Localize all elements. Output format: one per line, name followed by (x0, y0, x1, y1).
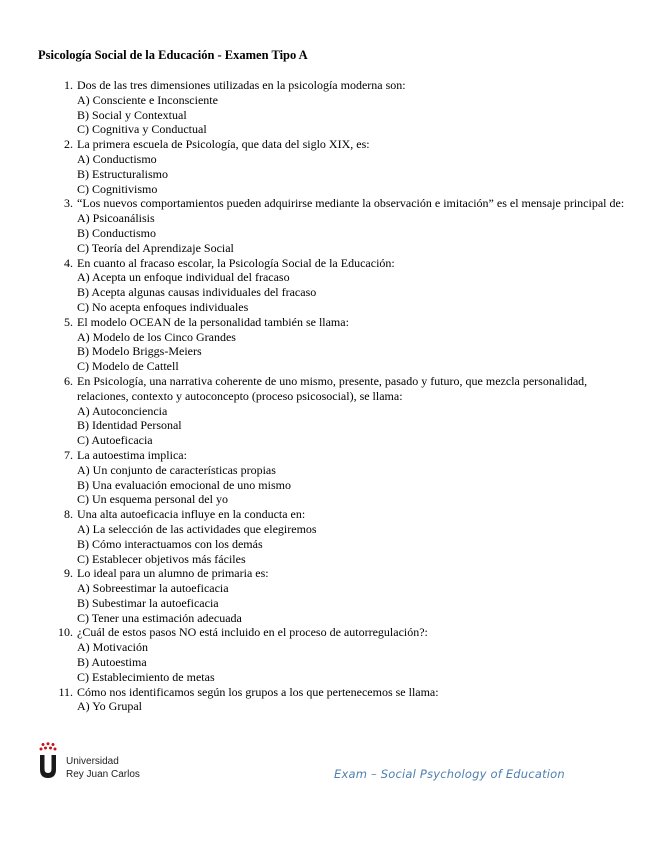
question-text: Cómo nos identificamos según los grupos a los que pertenecemos se llama: (77, 684, 439, 699)
question-item (0, 137, 655, 196)
answer-option: B) Subestimar la autoeficacia (77, 595, 219, 610)
question-text: Dos de las tres dimensiones utilizadas en la psicología moderna son: (77, 78, 406, 92)
answer-option: C) Teoría del Aprendizaje Social (77, 240, 234, 255)
question-item (0, 625, 655, 684)
answer-option: A) Autoconciencia (77, 403, 168, 418)
page-title: Psicología Social de la Educación - Examen Tipo A (38, 48, 308, 62)
answer-option: B) Acepta algunas causas individuales del fracaso (77, 285, 317, 300)
question-item (0, 374, 655, 448)
answer-option: C) Establecimiento de metas (77, 669, 215, 684)
question-item (0, 507, 655, 566)
answer-option: C) Cognitiva y Conductual (77, 122, 207, 137)
answer-option: A) Motivación (77, 640, 148, 655)
question-number: 3. (64, 196, 73, 211)
answer-option: A) Modelo de los Cinco Grandes (77, 329, 236, 344)
urjc-logo-icon (38, 742, 58, 780)
answer-option: C) Establecer objetivos más fáciles (77, 551, 246, 566)
university-logo (38, 742, 158, 782)
question-item (0, 448, 655, 507)
question-number: 6. (64, 373, 73, 388)
footer-caption: Exam – Social Psychology of Education (334, 767, 565, 781)
answer-option: C) Cognitivismo (77, 181, 158, 196)
question-item (0, 78, 655, 137)
answer-option: A) Conductismo (77, 151, 157, 166)
question-item (0, 196, 655, 255)
question-text: El modelo OCEAN de la personalidad también se llama: (77, 314, 349, 329)
answer-option: B) Estructuralismo (77, 166, 168, 181)
question-text: Lo ideal para un alumno de primaria es: (77, 566, 269, 581)
question-item (0, 566, 655, 625)
question-text: Una alta autoeficacia influye en la conducta en: (77, 507, 306, 522)
question-text: “Los nuevos comportamientos pueden adquirirse mediante la observación e imitación” es el mensaje principal de: (77, 196, 625, 211)
answer-option: B) Modelo Briggs-Meiers (77, 344, 202, 359)
answer-option: B) Conductismo (77, 225, 157, 240)
question-item (0, 685, 655, 715)
answer-option: A) Un conjunto de características propias (77, 462, 276, 477)
question-text: En cuanto al fracaso escolar, la Psicología Social de la Educación: (77, 255, 395, 270)
question-number: 1. (64, 78, 73, 92)
answer-option: B) Cómo interactuamos con los demás (77, 536, 263, 551)
logo-line-1: Universidad (66, 756, 119, 767)
answer-option: A) Acepta un enfoque individual del fracaso (77, 270, 290, 285)
answer-option: C) Modelo de Cattell (77, 359, 179, 374)
answer-option: A) Yo Grupal (77, 699, 143, 714)
answer-option: A) La selección de las actividades que elegiremos (77, 521, 317, 536)
question-text: ¿Cuál de estos pasos NO está incluido en el proceso de autorregulación?: (77, 625, 428, 640)
question-number: 9. (64, 566, 73, 581)
answer-option: A) Sobreestimar la autoeficacia (77, 581, 229, 596)
answer-option: C) Tener una estimación adecuada (77, 610, 242, 625)
question-text: En Psicología, una narrativa coherente de uno mismo, presente, pasado y futuro, que mezcla personalidad, relaciones, contexto y autoconcepto (proceso psicosocial), se llama: (77, 373, 588, 403)
question-number: 10. (58, 625, 73, 640)
answer-option: B) Una evaluación emocional de uno mismo (77, 477, 291, 492)
answer-option: B) Identidad Personal (77, 418, 182, 433)
question-number: 2. (64, 137, 73, 152)
question-number: 11. (58, 684, 73, 699)
answer-option: B) Autoestima (77, 655, 147, 670)
question-text: La primera escuela de Psicología, que data del siglo XIX, es: (77, 137, 370, 152)
answer-option: C) No acepta enfoques individuales (77, 299, 249, 314)
answer-option: B) Social y Contextual (77, 107, 187, 122)
answer-option: C) Un esquema personal del yo (77, 492, 228, 507)
question-number: 7. (64, 447, 73, 462)
question-number: 8. (64, 507, 73, 522)
question-list (0, 78, 655, 714)
answer-option: A) Psicoanálisis (77, 211, 155, 226)
answer-option: C) Autoeficacia (77, 433, 153, 448)
question-number: 4. (64, 255, 73, 270)
logo-line-2: Rey Juan Carlos (66, 769, 140, 780)
question-number: 5. (64, 314, 73, 329)
answer-option: A) Consciente e Inconsciente (77, 92, 218, 107)
question-text: La autoestima implica: (77, 447, 187, 462)
question-item (0, 256, 655, 315)
question-item (0, 315, 655, 374)
